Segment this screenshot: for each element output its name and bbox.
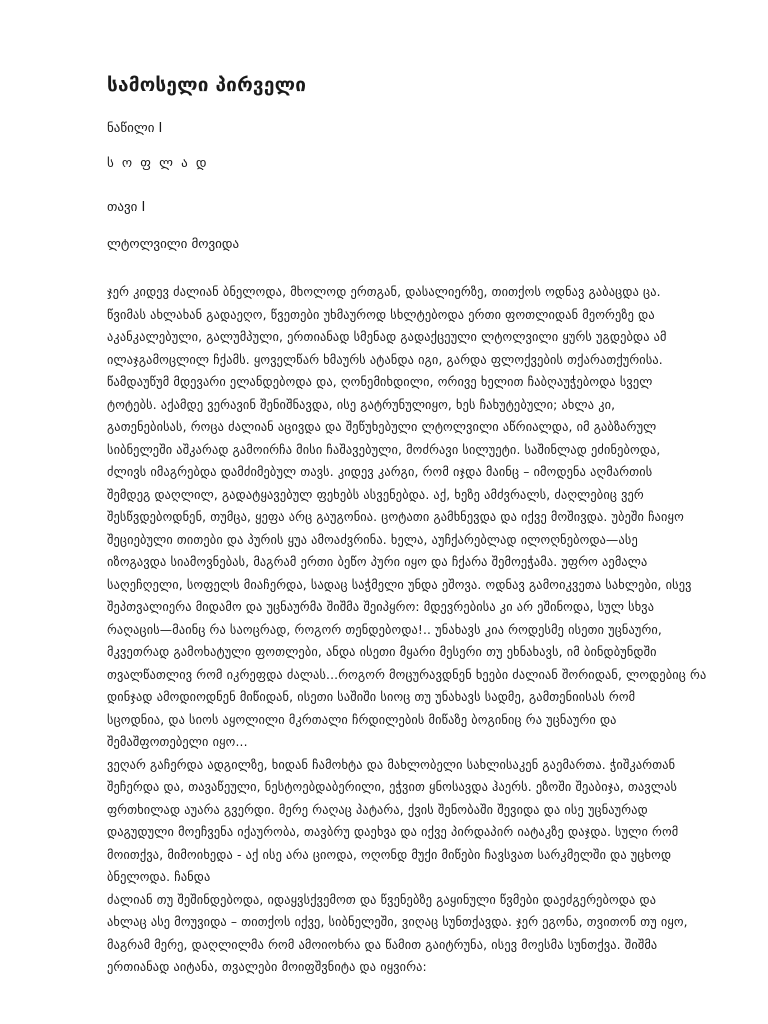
body-line: შემაშფოთებელი იყო... (107, 735, 248, 749)
body-line: ვეღარ გაჩერდა ადგილზე, ხიდან ჩამოხტა და მახლობელი სახლისაკენ გაემართა. ჭიშკართან (107, 757, 676, 772)
body-line: იზოგავდა სიამოვნებას, მაგრამ ერთი ბეწო პური იყო და ჩქარა შემოეჭამა. უფრო აემალა (107, 555, 648, 569)
body-line: ახლაც ასე მოუვიდა – თითქოს იქვე, სიბნელეში, ვიღაც სუნთქავდა. ჯერ ეგონა, თვითონ თუ იყო, (107, 915, 688, 929)
body-line: დინჯად ამოდიოდნენ მიწიდან, ისეთი საშიში სიოც თუ უნახავს სადმე, გამთენიისას რომ (107, 690, 636, 704)
body-line: წამდაუწუმ მდევარი ელანდებოდა და, ღონემიხდილი, ორივე ხელით ჩაბღაუჭებოდა სველ (107, 375, 653, 389)
body-line: ფრთხილად აუარა გვერდი. მერე რაღაც პატარა, ქვის შენობაში შევიდა და ისე უცნაურად (107, 802, 648, 817)
body-line: ერთიანად აიტანა, თვალები მოიფშვნიტა და იყვირა: (107, 960, 427, 974)
body-line: შეციებული თითები და პურის ყუა ამოაძვრინა. ხელა, აუჩქარებლად ილოღნებოდა—ასე (107, 532, 638, 547)
body-line: რაღაცის—მაინც რა საოცრად, როგორ თენდებოდა!.. უნახავს კია როდესმე ისეთი უცნაური, (107, 622, 662, 637)
body-line: მოითქვა, მიმოიხედა - აქ ისე არა ციოდა, ოღონდ მუქი მიწები ჩავსვათ სარკმელში და უცხოდ (107, 847, 672, 862)
body-line: შეჩერდა და, თავაწეული, ნესტოებდაბერილი, ეჭვით ყნოსავდა ჰაერს. ეზოში შეაბიჯა, თავლას (107, 780, 678, 794)
body-line: სცოდნია, და სიოს აყოლილი მკრთალი ჩრდილების მიწაზე ბოგინიც რა უცნაური და (107, 712, 617, 727)
body-line: მაგრამ მერე, დაღლილმა რომ ამოიოხრა და წამით გაიტრუნა, ისევ მოესმა სუნთქვა. შიშმა (107, 937, 658, 952)
body-text (107, 281, 707, 979)
body-line: დაგუდული მოეჩვენა იქაურობა, თავბრუ დაეხვა და იქვე პირდაპირ იატაკზე დაჯდა. სული რომ (107, 825, 679, 839)
body-line: თვალწათლივ რომ იკრეფდა ძალას...როგორ მოცურავდნენ ხეები ძალიან შორიდან, ლოდებიც რა (107, 667, 707, 682)
body-line: გათენებისას, როცა ძალიან აცივდა და შეწუხებული ლტოლვილი აწრიალდა, იმ გაბზარულ (107, 420, 657, 434)
chapter-label: თავი I (107, 200, 146, 215)
body-line: საღეჩღელი, სოფელს მიაჩერდა, სადაც საჭმელი უნდა ეშოვა. ოდნავ გამოიკვეთა სახლები, ისევ (107, 577, 692, 592)
body-line: შესწვდებოდნენ, თუმცა, ყეფა არც გაუგონია. ცოტათი გამხნევდა და იქვე მოშივდა. უბეში ჩაიყო (107, 510, 684, 524)
body-line: შეპთვალიერა მიდამო და უცნაურმა შიშმა შეიპყრო: მდევრებისა კი არ ეშინოდა, სულ სხვა (107, 600, 655, 614)
section-label: ს ო ფ ლ ა დ (107, 156, 209, 171)
body-line: შემდეგ დაღლილ, გადატყავებულ ფეხებს ასვენებდა. აქ, ხეზე ამძვრალს, ძაღლებიც ვერ (107, 487, 644, 502)
body-line: ჯერ კიდევ ძალიან ბნელოდა, მხოლოდ ერთგან, დასალიერზე, თითქოს ოდნავ გაბაცდა ცა. (107, 285, 661, 299)
body-line: აკანკალებული, გალუმპული, ერთიანად სმენად გადაქცეული ლტოლვილი ყურს უგდებდა ამ (107, 330, 667, 344)
body-line: ბნელოდა. ჩანდა (107, 870, 211, 884)
chapter-title: ლტოლვილი მოვიდა (107, 237, 240, 252)
body-line: ილაჯგამოცლილ ჩქამს. ყოველწარ ხმაურს ატანდა იგი, გარდა ფლოქვების თქარათქურისა. (107, 352, 663, 367)
body-line: ძალიან თუ შეშინდებოდა, იდაყვსქვემოთ და წვენებზე გაყინული წვმები დაეძგერებოდა და (107, 892, 657, 907)
body-line: ძლივს იმაგრებდა დამძიმებულ თავს. კიდევ კარგი, რომ იჯდა მაინც – იმოდენა აღმართის (107, 465, 653, 479)
body-line: მკვეთრად გამოხატული ფოთლები, ანდა ისეთი მყარი მესერი თუ ეხნახავს, იმ ბინდბუნდში (107, 645, 657, 659)
body-line: ტოტებს. აქამდე ვერავინ შენიშნავდა, ისე გატრუნულიყო, ხეს ჩახუტებული; ახლა კი, (107, 397, 616, 412)
body-line: წვიმას ახლახან გადაეღო, წვეთები უხმაუროდ სხლტებოდა ერთი ფოთლიდან მეორეზე და (107, 307, 655, 322)
part-label: ნაწილი I (107, 121, 163, 136)
body-line: სიბნელეში აშკარად გამოირჩა მისი ჩაშავებული, მოძრავი სილუეტი. საშინლად ეძინებოდა, (107, 442, 661, 457)
document-title: სამოსელი პირველი (107, 74, 307, 96)
